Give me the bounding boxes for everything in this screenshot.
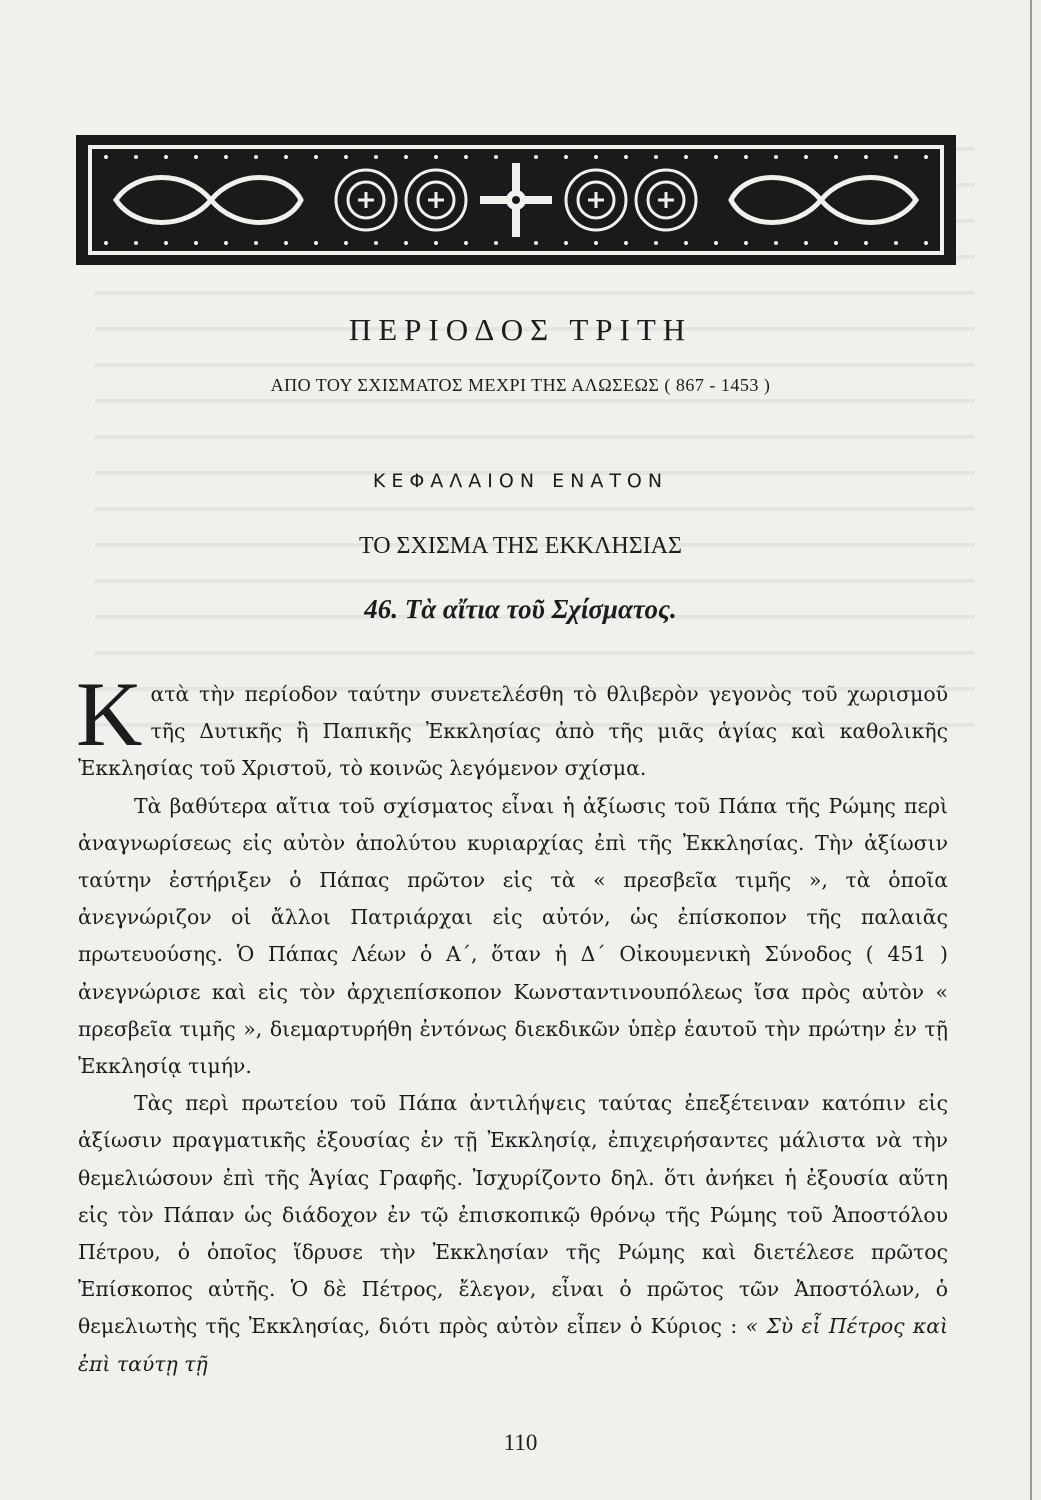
section-heading: 46. Τὰ αἴτια τοῦ Σχίσματος. (364, 594, 677, 624)
period-title: ΠΕΡΙΟΔΟΣ ΤΡΙΤΗ (348, 312, 693, 347)
page-edge-line (1030, 0, 1032, 1500)
paragraph (76, 663, 948, 788)
paragraph: Τὰ βαθύτερα αἴτια τοῦ σχίσματος εἶναι ἡ ἀξίωσις τοῦ Πάπα τῆς Ρώμης περὶ ἀναγνωρίσεως εἰς αὐτὸν ἀπολύτου κυριαρχίας ἐπὶ τῆς Ἐκκλησίας. Τὴν ἀξίωσιν ταύτην ἐστήριξεν ὁ Πάπας πρῶτον εἰς τὰ « πρεσβεῖα τιμῆς », τὰ ὁποῖα ἀνεγνώριζον οἱ ἄλλοι Πατριάρχαι εἰς αὐτόν, ὡς ἐπίσκοπον τῆς παλαιᾶς πρωτευούσης. Ὁ Πάπας Λέων ὁ Α΄, ὅταν ἡ Δ΄ Οἰκουμενικὴ Σύνοδος ( 451 ) ἀνεγνώρισε καὶ εἰς τὸν ἀρχιεπίσκοπον Κωνσταντινουπόλεως ἴσα πρὸς αὐτὸν « πρεσβεῖα τιμῆς », διεμαρτυρήθη ἐντόνως διεκδικῶν ὑπὲρ ἑαυτοῦ τὴν πρώτην ἐν τῇ Ἐκκλησίᾳ τιμήν. (78, 793, 948, 1079)
drop-cap: Κ (76, 663, 143, 765)
body-text (76, 663, 949, 1383)
decorative-headpiece-ornament (76, 135, 956, 265)
chapter-title: ΤΟ ΣΧΙΣΜΑ ΤΗΣ ΕΚΚΛΗΣΙΑΣ (358, 533, 682, 559)
period-subtitle: ΑΠΟ ΤΟΥ ΣΧΙΣΜΑΤΟΣ ΜΕΧΡΙ ΤΗΣ ΑΛΩΣΕΩΣ ( 867 - 1453 ) (270, 375, 771, 395)
paragraph-text: ατὰ τὴν περίοδον ταύτην συνετελέσθη τὸ θλιβερὸν γεγονὸς τοῦ χωρισμοῦ τῆς Δυτικῆς ἢ Παπικῆς Ἐκκλησίας ἀπὸ τῆς μιᾶς ἁγίας καὶ καθολικῆς Ἐκκλησίας τοῦ Χριστοῦ, τὸ κοινῶς λεγόμενον σχίσμα. (78, 682, 948, 781)
paragraph-text: Τὰς περὶ πρωτείου τοῦ Πάπα ἀντιλήψεις ταύτας ἐπεξέτειναν κατόπιν εἰς ἀξίωσιν πραγματικῆς ἐξουσίας ἐν τῇ Ἐκκλησίᾳ, ἐπιχειρήσαντες μάλιστα νὰ τὴν θεμελιώσουν ἐπὶ τῆς Ἁγίας Γραφῆς. Ἰσχυρίζοντο δηλ. ὅτι ἀνήκει ἡ ἐξουσία αὕτη εἰς τὸν Πάπαν ὡς διάδοχον ἐν τῷ ἐπισκοπικῷ θρόνῳ τῆς Ρώμης τοῦ Ἀποστόλου Πέτρου, ὁ ὁποῖος ἵδρυσε τὴν Ἐκκλησίαν τῆς Ρώμης καὶ διετέλεσε πρῶτος Ἐπίσκοπος αὐτῆς. Ὁ δὲ Πέτρος, ἔλεγον, εἶναι ὁ πρῶτος τῶν Ἀποστόλων, ὁ θεμελιωτὴς τῆς Ἐκκλησίας, διότι πρὸς αὐτὸν εἶπεν ὁ Κύριος : (78, 1091, 948, 1339)
quotation: « Σὺ εἶ Πέτρος καὶ ἐπὶ ταύτῃ τῇ (78, 1314, 949, 1376)
paragraph (78, 1085, 948, 1383)
page-number: 110 (503, 1430, 538, 1455)
chapter-label: ΚΕΦΑΛΑΙΟΝ ΕΝΑΤΟΝ (372, 470, 669, 492)
